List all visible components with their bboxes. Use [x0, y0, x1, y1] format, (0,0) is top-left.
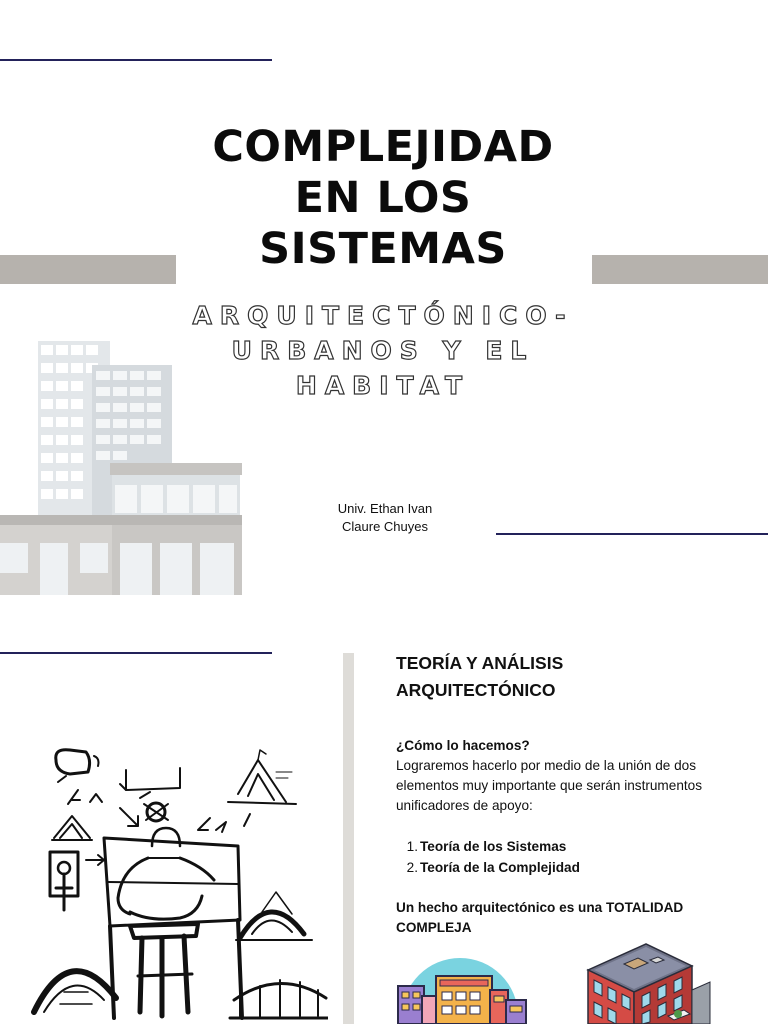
isometric-building-illustration — [584, 940, 714, 1024]
heading-line-2: ARQUITECTÓNICO — [396, 680, 556, 700]
architect-sketch — [30, 742, 328, 1024]
slide-title — [130, 122, 636, 275]
list-number: 1. — [406, 839, 418, 854]
subtitle-line-3: HABITAT — [295, 371, 471, 400]
conclusion-text: Un hecho arquitectónico es una TOTALIDAD COMPLEJA — [396, 900, 684, 935]
right-band — [592, 255, 768, 284]
left-band — [0, 255, 176, 284]
slide2-vertical-divider — [343, 653, 354, 1024]
right-rule — [496, 533, 768, 535]
slide2-top-left-rule — [0, 652, 272, 654]
list-item — [396, 836, 580, 857]
list-text: Teoría de los Sistemas — [420, 839, 567, 854]
title-line-2: EN LOS — [294, 173, 472, 223]
slide-subtitle — [150, 298, 616, 403]
title-line-3: SISTEMAS — [259, 224, 507, 274]
list-number: 2. — [406, 860, 418, 875]
question-text: ¿Cómo lo hacemos? — [396, 738, 530, 753]
top-left-rule — [0, 59, 272, 61]
question-block — [396, 736, 736, 816]
author-name — [300, 500, 470, 536]
heading-line-1: TEORÍA Y ANÁLISIS — [396, 653, 564, 673]
author-line-1: Univ. Ethan Ivan — [337, 501, 433, 516]
subtitle-line-2: URBANOS Y EL — [231, 336, 535, 365]
theory-list — [396, 836, 580, 878]
city-buildings-illustration — [394, 954, 530, 1024]
slide2-heading — [396, 650, 736, 704]
title-line-1: COMPLEJIDAD — [212, 122, 554, 172]
author-line-2: Claure Chuyes — [342, 519, 428, 534]
paragraph-text: Lograremos hacerlo por medio de la unión de dos elementos muy importante que serán instrumentos unificadores de apoyo: — [396, 758, 703, 813]
subtitle-line-1: ARQUITECTÓNICO- — [192, 301, 574, 330]
list-text: Teoría de la Complejidad — [420, 860, 580, 875]
list-item — [396, 857, 580, 878]
